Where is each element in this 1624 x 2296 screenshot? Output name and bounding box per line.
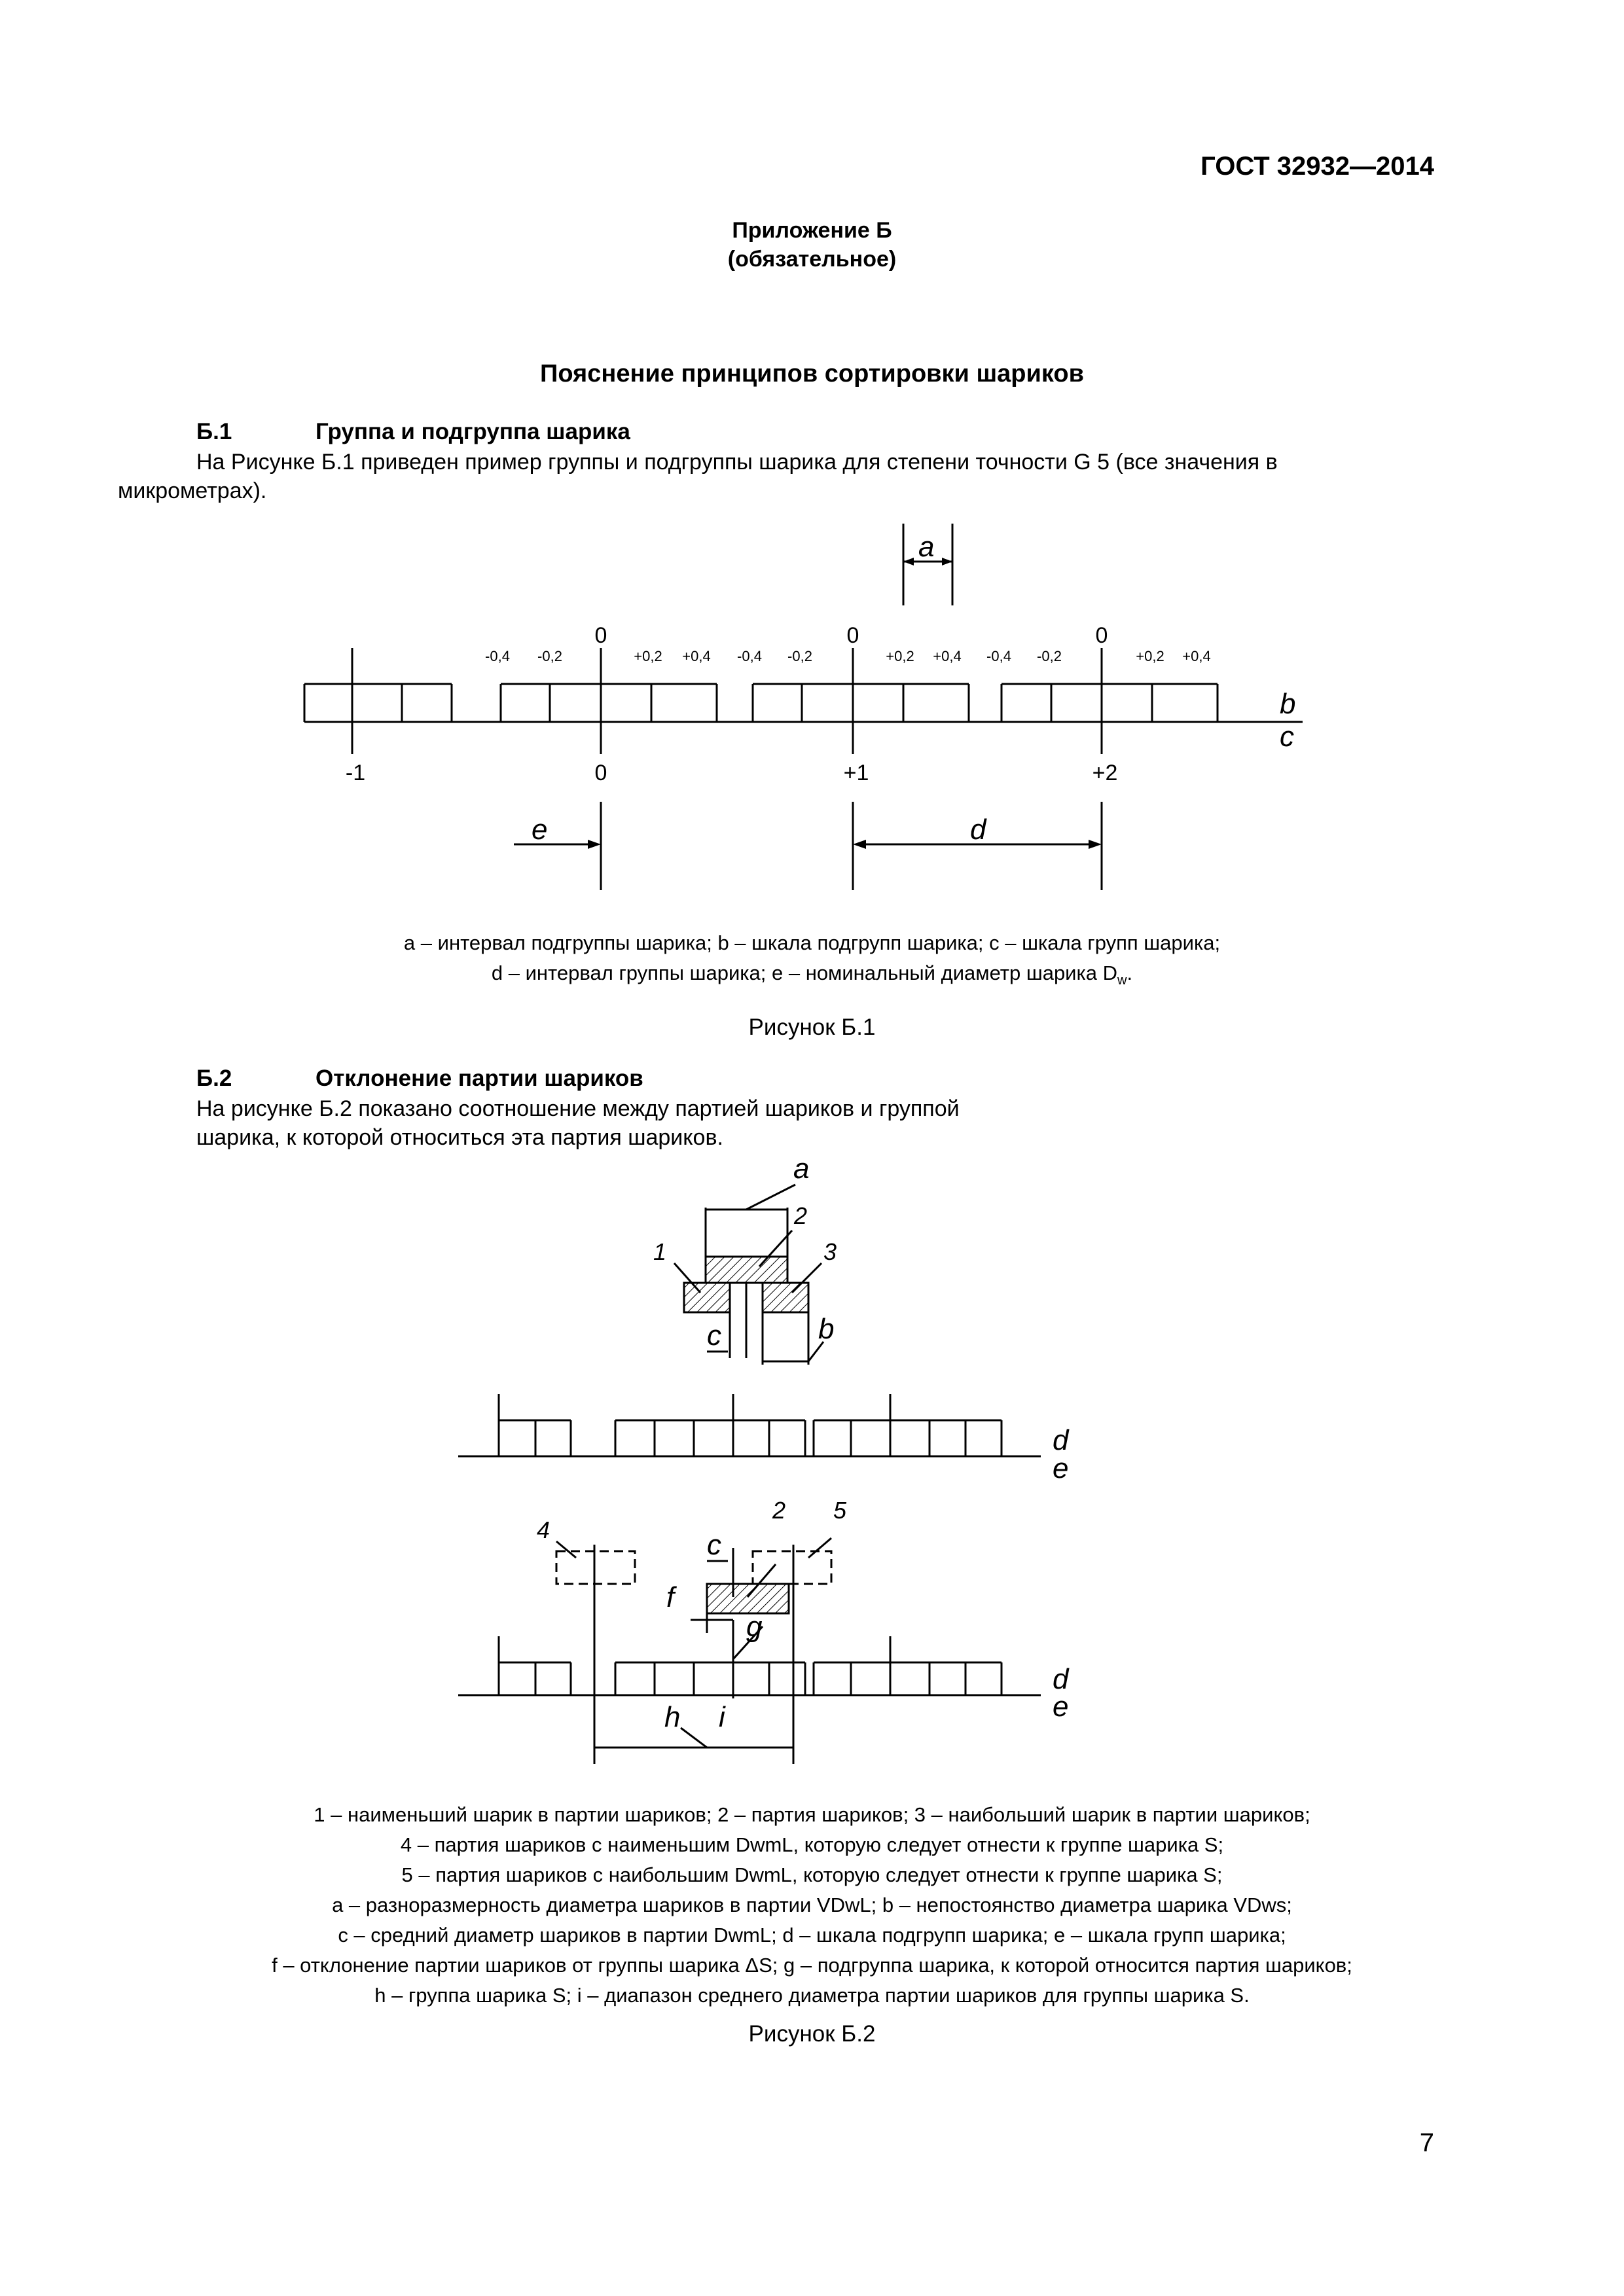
group-tick-p1: +1 <box>843 761 869 785</box>
sub-zero-3: 0 <box>1095 623 1108 648</box>
fig2-label-f: f <box>666 1581 675 1613</box>
batch-rect-2-mid <box>707 1584 789 1613</box>
figure-1-caption-sub: w <box>1117 973 1127 988</box>
scale-2 <box>458 1636 1041 1695</box>
subgroup-segment-1 <box>304 648 452 722</box>
sub-tick-p02-1: +0,2 <box>634 648 662 664</box>
figure-1-title: Рисунок Б.1 <box>748 1014 876 1040</box>
section-2-text-line1: На рисунке Б.2 показано соотношение между партией шариков и группой <box>196 1096 960 1121</box>
fig2-label-d-1: d <box>1053 1424 1069 1456</box>
figure-2-diagram <box>0 1152 1624 1793</box>
label-b: b <box>1280 688 1296 720</box>
appendix-status: (обязательное) <box>727 247 897 272</box>
sub-tick-m04-2: -0,4 <box>737 648 762 664</box>
figure-1-diagram <box>0 511 1624 903</box>
group-tick-m1: -1 <box>345 761 366 785</box>
label-c: c <box>1280 721 1294 753</box>
fig2-label-h: h <box>664 1701 681 1733</box>
figure-1-caption-line2-text: d – интервал группы шарика; e – номинальный диаметр шарика D <box>491 961 1117 984</box>
fig2-label-1: 1 <box>653 1238 667 1265</box>
label-a: a <box>918 531 935 563</box>
sub-zero-1: 0 <box>594 623 607 648</box>
fig2-label-e-1: e <box>1053 1452 1069 1484</box>
fig2-label-e-2: e <box>1053 1691 1069 1723</box>
fig2-label-4: 4 <box>537 1516 550 1543</box>
sub-tick-p04-3: +0,4 <box>1182 648 1211 664</box>
figure-2-caption-line2: 4 – партия шариков с наименьшим DwmL, которую следует отнести к группе шарика S; <box>400 1833 1224 1856</box>
figure-1-caption <box>0 928 1624 996</box>
section-2-text-line2: шарика, к которой относиться эта партия шариков. <box>196 1125 723 1150</box>
figure-1-caption-line1: a – интервал подгруппы шарика; b – шкала подгрупп шарика; c – шкала групп шарика; <box>403 931 1221 954</box>
d-arrowhead-left <box>853 840 866 849</box>
d-arrowhead-right <box>1089 840 1102 849</box>
dashed-batch-5 <box>753 1551 831 1584</box>
document-title: Пояснение принципов сортировки шариков <box>540 360 1084 387</box>
sub-tick-p04-1: +0,4 <box>682 648 711 664</box>
fig2-label-g: g <box>746 1611 763 1643</box>
sub-tick-m02-2: -0,2 <box>787 648 812 664</box>
figure-2-caption-line3: 5 – партия шариков с наибольшим DwmL, которую следует отнести к группе шарика S; <box>401 1863 1223 1886</box>
fig2-label-2-top: 2 <box>794 1202 808 1229</box>
fig2-label-2-mid: 2 <box>772 1497 786 1524</box>
batch-rect-2 <box>706 1257 787 1283</box>
fig2-label-5: 5 <box>833 1497 847 1524</box>
standard-code: ГОСТ 32932—2014 <box>1200 152 1434 181</box>
dashed-batch-4 <box>556 1551 635 1584</box>
figure-2-title: Рисунок Б.2 <box>748 2021 876 2047</box>
sub-tick-m02-1: -0,2 <box>537 648 562 664</box>
group-tick-0: 0 <box>594 761 607 785</box>
largest-ball-rect-3 <box>763 1283 808 1312</box>
fig2-label-c-mid: c <box>707 1529 721 1561</box>
sub-tick-p04-2: +0,4 <box>933 648 962 664</box>
figure-2-caption-line4: a – разноразмерность диаметра шариков в партии VDwL; b – непостоянство диаметра шарика VDws; <box>332 1893 1292 1916</box>
section-2-title: Отклонение партии шариков <box>316 1066 643 1091</box>
smallest-ball-rect-1 <box>684 1283 730 1312</box>
e-arrowhead <box>588 840 601 849</box>
a-arrowhead-right <box>942 558 952 565</box>
a-arrowhead-left <box>903 558 914 565</box>
appendix-title: Приложение Б <box>732 218 892 243</box>
figure-2-caption-line1: 1 – наименьший шарик в партии шариков; 2 – партия шариков; 3 – наибольший шарик в партии шариков; <box>314 1803 1310 1826</box>
section-1-text-line1: На Рисунке Б.1 приведен пример группы и подгруппы шарика для степени точности G 5 (все значения в <box>196 450 1278 475</box>
sub-tick-m04-3: -0,4 <box>986 648 1011 664</box>
figure-2-caption-line6: f – отклонение партии шариков от группы шарика ΔS; g – подгруппа шарика, к которой относится партия шариков; <box>272 1954 1352 1977</box>
section-1-title: Группа и подгруппа шарика <box>316 419 630 444</box>
sub-tick-p02-2: +0,2 <box>886 648 914 664</box>
page-number: 7 <box>1419 2128 1434 2157</box>
fig2-label-3: 3 <box>823 1238 837 1265</box>
figure-2-caption-line5: c – средний диаметр шариков в партии DwmL; d – шкала подгрупп шарика; e – шкала групп шарика; <box>338 1924 1286 1946</box>
fig2-label-i: i <box>719 1701 725 1733</box>
sub-tick-m04-1: -0,4 <box>485 648 510 664</box>
section-1-number: Б.1 <box>196 419 232 444</box>
sub-zero-2: 0 <box>846 623 859 648</box>
section-1-text-line2: микрометрах). <box>118 478 267 503</box>
fig2-label-c-top: c <box>707 1319 721 1352</box>
fig2-label-d-2: d <box>1053 1663 1069 1695</box>
group-tick-p2: +2 <box>1092 761 1118 785</box>
sub-tick-m02-3: -0,2 <box>1037 648 1062 664</box>
section-2-number: Б.2 <box>196 1066 232 1091</box>
scale-1 <box>458 1394 1041 1456</box>
fig2-label-a: a <box>793 1153 810 1185</box>
label-d: d <box>970 814 986 846</box>
figure-1-caption-end: . <box>1127 961 1133 984</box>
figure-2-caption-line7: h – группа шарика S; i – диапазон среднего диаметра партии шариков для группы шарика S. <box>374 1984 1250 2007</box>
figure-2-caption <box>0 1800 1624 2011</box>
sub-tick-p02-3: +0,2 <box>1136 648 1164 664</box>
label-e: e <box>532 814 548 846</box>
figure-1-caption-line2 <box>0 958 1624 996</box>
appendix-heading <box>0 216 1624 274</box>
fig2-label-b: b <box>818 1313 835 1345</box>
group-ticks <box>352 722 1102 754</box>
